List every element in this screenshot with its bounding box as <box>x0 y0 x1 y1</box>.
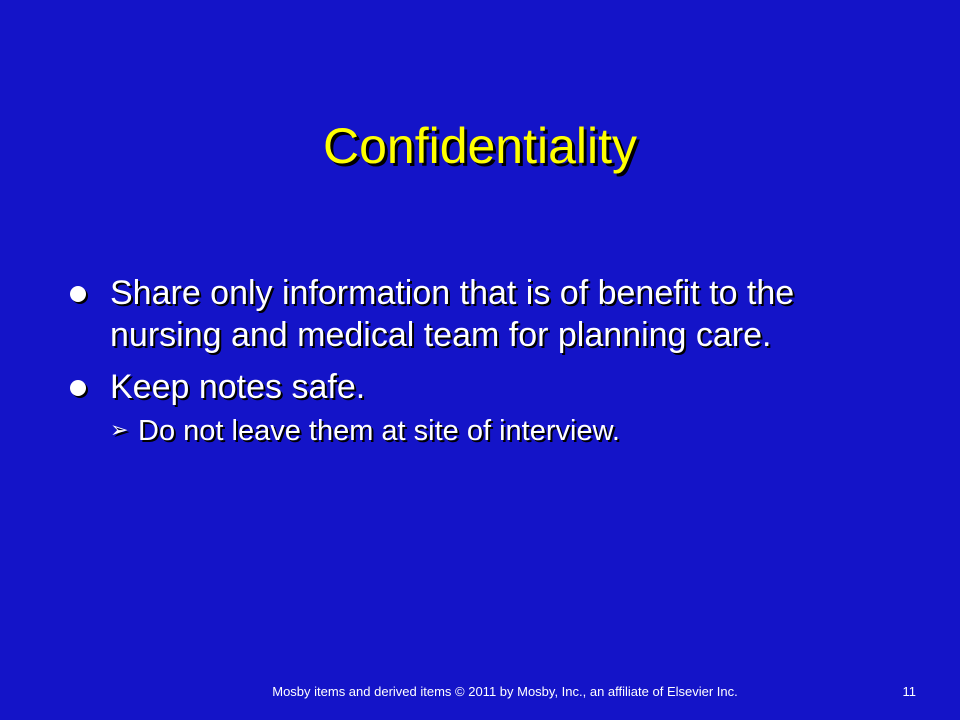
sub-bullet-item <box>110 412 830 450</box>
bullet-list <box>70 272 830 450</box>
footer-copyright: Mosby items and derived items © 2011 by Mosby, Inc., an affiliate of Elsevier Inc. <box>272 684 738 699</box>
bullet-item <box>70 366 830 408</box>
page-number: 11 <box>902 684 916 699</box>
bullet-dot-icon <box>70 286 86 302</box>
sub-bullet-text: Do not leave them at site of interview. <box>138 415 620 447</box>
bullet-dot-icon <box>70 380 86 396</box>
bullet-text: Share only information that is of benefit to the nursing and medical team for planning care. <box>110 274 795 354</box>
bullet-item <box>70 272 830 356</box>
bullet-text: Keep notes safe. <box>110 368 366 406</box>
slide-title: Confidentiality <box>322 118 638 174</box>
arrow-bullet-icon: ➢ <box>110 418 129 443</box>
